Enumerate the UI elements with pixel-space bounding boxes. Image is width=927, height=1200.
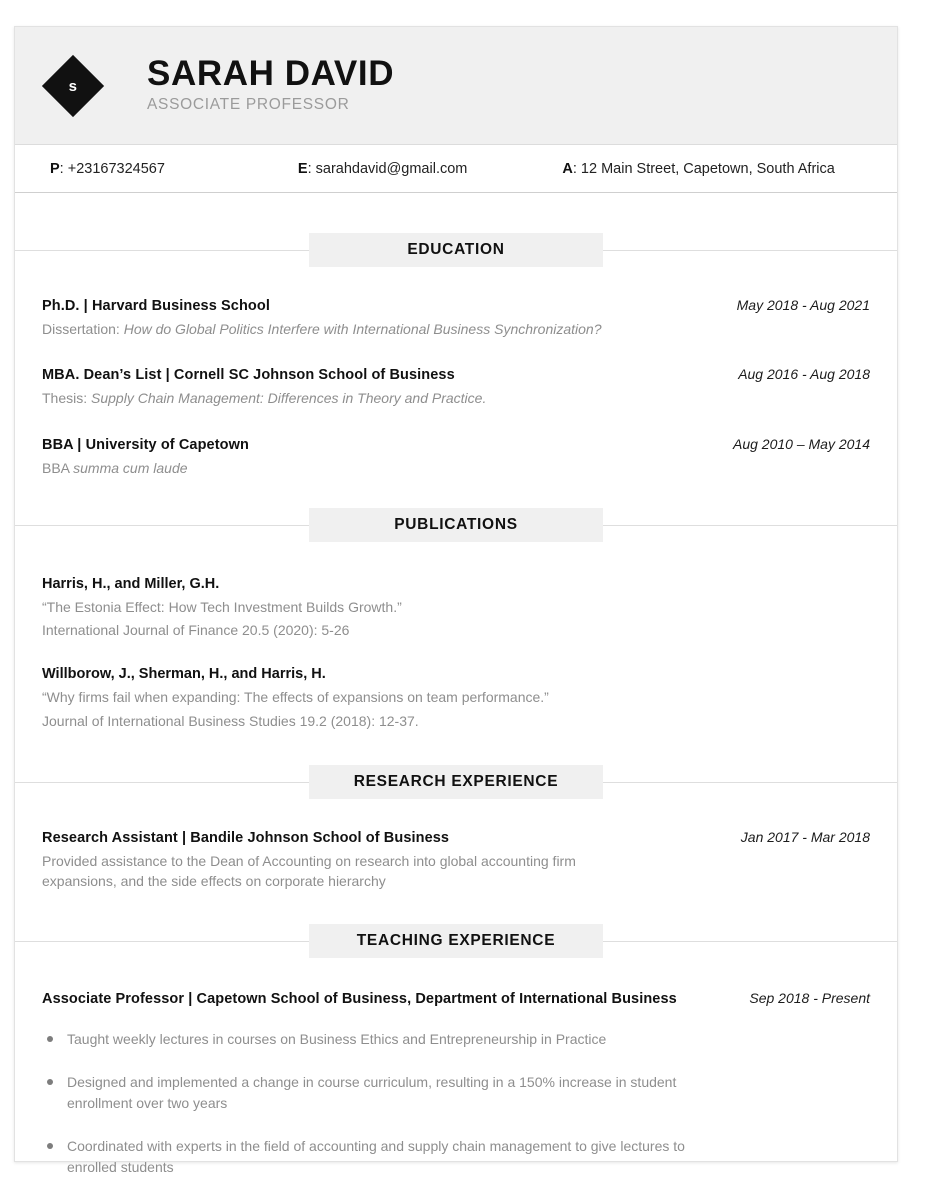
section-title-band — [309, 765, 603, 799]
entry-title: BBA | University of Capetown — [42, 436, 249, 453]
list-item: Designed and implemented a change in course curriculum, resulting in a 150% increase in student enrollment over two years — [42, 1072, 707, 1114]
publication-source: Journal of International Business Studies 19.2 (2018): 12-37. — [42, 712, 419, 729]
entry-header — [42, 436, 870, 453]
entry-title: Research Assistant | Bandile Johnson School of Business — [42, 830, 450, 847]
section-header-education — [15, 233, 897, 267]
education-entry — [42, 366, 870, 408]
section-title-publications: PUBLICATIONS — [394, 515, 518, 533]
entry-header — [42, 829, 870, 846]
teaching-bullet-list — [42, 1029, 870, 1178]
logo-letter: s — [68, 77, 78, 94]
publication-authors: Willborow, J., Sherman, H., and Harris, H. — [42, 666, 326, 683]
publication-entry — [42, 576, 870, 641]
contact-phone-label: P — [50, 160, 60, 177]
education-entry — [42, 436, 870, 478]
diamond-logo-icon — [42, 54, 104, 116]
publication-title: “Why firms fail when expanding: The effects of expansions on team performance.” — [42, 689, 549, 706]
section-title-band — [309, 508, 603, 542]
entry-date: Aug 2016 - Aug 2018 — [738, 366, 870, 383]
publication-entry — [42, 666, 870, 731]
section-title-band — [309, 924, 603, 958]
section-body-education — [15, 267, 897, 508]
section-header-teaching — [15, 924, 897, 958]
contact-phone-value: : +23167324567 — [59, 160, 165, 177]
entry-sub-label: BBA — [42, 459, 74, 476]
contact-address-value: : 12 Main Street, Capetown, South Africa — [572, 160, 835, 177]
entry-sub-label: Thesis: — [42, 390, 92, 407]
entry-sub-italic: summa cum laude — [73, 459, 188, 476]
section-title-education: EDUCATION — [407, 241, 505, 258]
entry-sub-label: Dissertation: — [42, 321, 124, 337]
section-title-teaching: TEACHING EXPERIENCE — [356, 931, 556, 949]
publication-title: “The Estonia Effect: How Tech Investment Builds Growth.” — [42, 598, 402, 615]
resume-document — [14, 26, 898, 1175]
entry-subtext — [42, 388, 870, 408]
entry-header — [42, 990, 870, 1007]
entry-description: Provided assistance to the Dean of Accounting on research into global accounting firm expansions, and the side effects on corporate hierarchy — [42, 853, 576, 890]
section-body-research — [15, 799, 897, 924]
section-header-research — [15, 765, 897, 799]
publication-authors: Harris, H., and Miller, G.H. — [42, 575, 220, 592]
research-entry — [42, 829, 870, 892]
contact-email — [298, 161, 467, 177]
entry-date: Jan 2017 - Mar 2018 — [740, 829, 870, 846]
section-body-publications — [15, 542, 897, 765]
contact-email-value: : sarahdavid@gmail.com — [307, 160, 468, 177]
section-title-research: RESEARCH EXPERIENCE — [353, 773, 559, 791]
entry-title: MBA. Dean’s List | Cornell SC Johnson School of Business — [42, 367, 455, 384]
publication-source: International Journal of Finance 20.5 (2020): 5-26 — [42, 622, 350, 639]
entry-title: Associate Professor | Capetown School of Business, Department of International Business — [42, 990, 677, 1007]
entry-title: Ph.D. | Harvard Business School — [42, 298, 270, 314]
entry-sub-italic: Supply Chain Management: Differences in Theory and Practice. — [91, 390, 487, 407]
resume-header — [15, 27, 897, 145]
contact-address-label: A — [562, 160, 573, 177]
entry-header — [42, 297, 870, 314]
name-block — [147, 55, 394, 116]
entry-header — [42, 366, 870, 383]
entry-date: Sep 2018 - Present — [749, 989, 870, 1006]
teaching-entry — [42, 990, 870, 1178]
header-spacer — [15, 193, 897, 233]
logo — [42, 55, 104, 117]
job-title: ASSOCIATE PROFESSOR — [147, 95, 350, 113]
contact-address — [562, 161, 834, 177]
entry-subtext — [42, 319, 870, 339]
contact-email-label: E — [297, 160, 308, 177]
section-title-band — [309, 233, 603, 267]
entry-date: Aug 2010 – May 2014 — [733, 435, 870, 452]
page-title: SARAH DAVID — [147, 53, 395, 93]
list-item: Coordinated with experts in the field of accounting and supply chain management to give lectures to enrolled students — [42, 1136, 707, 1178]
list-item: Taught weekly lectures in courses on Business Ethics and Entrepreneurship in Practice — [42, 1029, 707, 1050]
entry-date: May 2018 - Aug 2021 — [736, 297, 870, 313]
section-header-publications — [15, 508, 897, 542]
entry-sub-italic: How do Global Politics Interfere with International Business Synchronization? — [123, 321, 602, 337]
education-entry — [42, 297, 870, 339]
contact-phone — [50, 161, 165, 177]
section-body-teaching — [15, 958, 897, 1178]
entry-subtext — [42, 458, 870, 478]
contact-bar — [15, 145, 897, 193]
